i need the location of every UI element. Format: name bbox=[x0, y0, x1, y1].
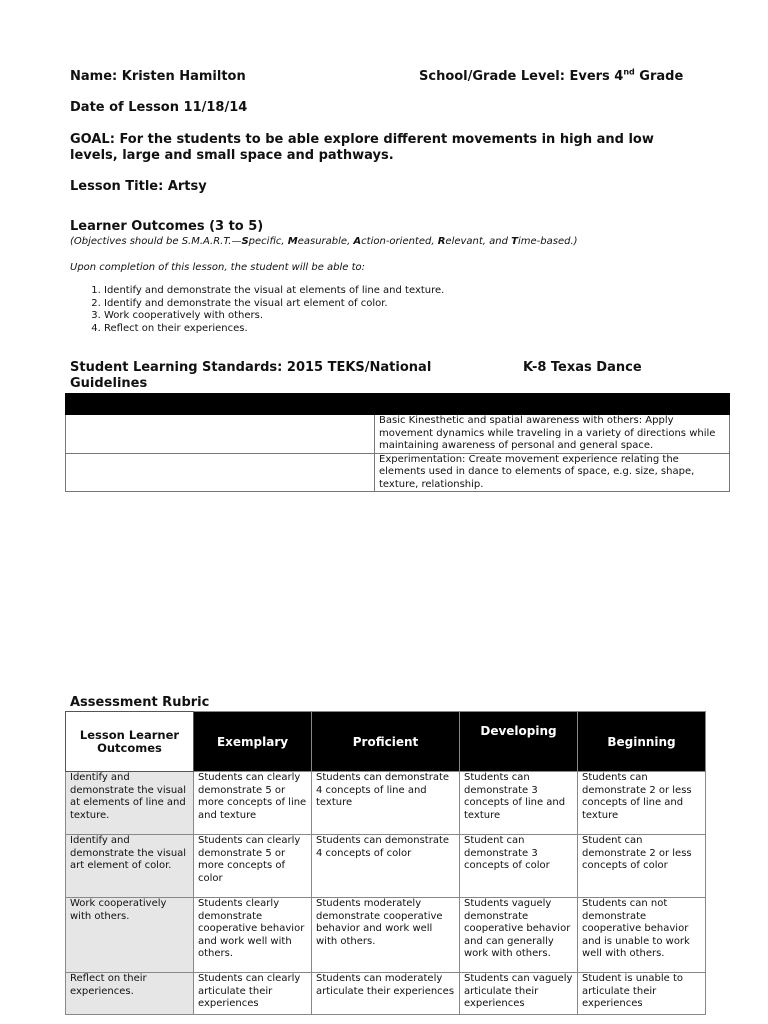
rubric-proficient-cell: Students can moderately articulate their experiences bbox=[312, 973, 460, 1015]
rubric-header-proficient: Proficient bbox=[312, 712, 460, 772]
lesson-goal bbox=[70, 132, 750, 164]
rubric-developing-cell: Students can vaguely articulate their experiences bbox=[460, 973, 578, 1015]
rubric-exemplary-cell: Students can clearly demonstrate 5 or more concepts of line and texture bbox=[194, 772, 312, 835]
rubric-title: Assessment Rubric bbox=[70, 695, 210, 710]
outcomes-list bbox=[70, 285, 670, 335]
goal-line-1: GOAL: For the students to be able explore different movements in high and low bbox=[70, 132, 654, 147]
standard-texas-cell: Experimentation: Create movement experience relating the elements used in dance to elements of space, e.g. size, shape, texture, relationship. bbox=[375, 453, 730, 492]
smart-note: (Objectives should be S.M.A.R.T.—Specific, Measurable, Action-oriented, Relevant, and Time-based.) bbox=[70, 236, 578, 247]
lesson-title: Lesson Title: Artsy bbox=[70, 179, 207, 194]
rubric-developing-cell: Student can demonstrate 3 concepts of color bbox=[460, 835, 578, 898]
learner-outcomes-heading: Learner Outcomes (3 to 5) bbox=[70, 219, 264, 234]
grade-word: Grade bbox=[634, 69, 684, 84]
rubric-header-exemplary: Exemplary bbox=[194, 712, 312, 772]
rubric-outcome-cell: Identify and demonstrate the visual art element of color. bbox=[66, 835, 194, 898]
standards-heading-right: K-8 Texas Dance bbox=[523, 360, 642, 375]
standards-heading: Student Learning Standards: 2015 TEKS/National bbox=[70, 360, 432, 375]
school-grade-level bbox=[419, 69, 683, 85]
standards-table bbox=[65, 393, 730, 492]
rubric-proficient-cell: Students can demonstrate 4 concepts of color bbox=[312, 835, 460, 898]
standards-row bbox=[66, 415, 730, 454]
outcomes-intro: Upon completion of this lesson, the student will be able to: bbox=[70, 262, 366, 273]
standards-row bbox=[66, 453, 730, 492]
rubric-developing-cell: Students vaguely demonstrate cooperative behavior and can generally work with others. bbox=[460, 898, 578, 973]
outcome-item: 3. Work cooperatively with others. bbox=[104, 310, 670, 323]
rubric-exemplary-cell: Students clearly demonstrate cooperative behavior and work well with others. bbox=[194, 898, 312, 973]
rubric-header-outcomes: Lesson Learner Outcomes bbox=[66, 712, 194, 772]
rubric-exemplary-cell: Students can clearly articulate their experiences bbox=[194, 973, 312, 1015]
rubric-exemplary-cell: Students can clearly demonstrate 5 or more concepts of color bbox=[194, 835, 312, 898]
standards-heading-line2: Guidelines bbox=[70, 376, 148, 391]
assessment-rubric-table bbox=[65, 711, 706, 1015]
rubric-row bbox=[66, 898, 706, 973]
rubric-outcome-cell: Identify and demonstrate the visual at elements of line and texture. bbox=[66, 772, 194, 835]
rubric-beginning-cell: Students can not demonstrate cooperative behavior and is unable to work well with others. bbox=[578, 898, 706, 973]
grade-ordinal-suffix: nd bbox=[623, 67, 635, 77]
goal-line-2: levels, large and small space and pathways. bbox=[70, 148, 394, 163]
rubric-beginning-cell: Student is unable to articulate their experiences bbox=[578, 973, 706, 1015]
school-grade-text: School/Grade Level: Evers 4 bbox=[419, 69, 624, 84]
rubric-outcome-cell: Work cooperatively with others. bbox=[66, 898, 194, 973]
rubric-proficient-cell: Students can demonstrate 4 concepts of line and texture bbox=[312, 772, 460, 835]
rubric-beginning-cell: Student can demonstrate 2 or less concepts of color bbox=[578, 835, 706, 898]
outcome-item: 2. Identify and demonstrate the visual art element of color. bbox=[104, 298, 670, 311]
lesson-date: Date of Lesson 11/18/14 bbox=[70, 100, 248, 115]
rubric-proficient-cell: Students moderately demonstrate cooperative behavior and work well with others. bbox=[312, 898, 460, 973]
rubric-beginning-cell: Students can demonstrate 2 or less concepts of line and texture bbox=[578, 772, 706, 835]
rubric-header-beginning: Beginning bbox=[578, 712, 706, 772]
rubric-developing-cell: Students can demonstrate 3 concepts of line and texture bbox=[460, 772, 578, 835]
student-name: Name: Kristen Hamilton bbox=[70, 69, 246, 84]
rubric-header-row bbox=[66, 712, 706, 772]
standard-national-cell bbox=[66, 453, 375, 492]
rubric-outcome-cell: Reflect on their experiences. bbox=[66, 973, 194, 1015]
rubric-row bbox=[66, 772, 706, 835]
standard-national-cell bbox=[66, 415, 375, 454]
rubric-row bbox=[66, 973, 706, 1015]
standard-texas-cell: Basic Kinesthetic and spatial awareness with others: Apply movement dynamics while traveling in a variety of directions while maintaining awareness of personal and general space. bbox=[375, 415, 730, 454]
rubric-header-developing: Developing bbox=[460, 712, 578, 772]
standards-header-bar bbox=[66, 394, 730, 415]
outcome-item: 1. Identify and demonstrate the visual at elements of line and texture. bbox=[104, 285, 670, 298]
outcome-item: 4. Reflect on their experiences. bbox=[104, 323, 670, 336]
rubric-row bbox=[66, 835, 706, 898]
